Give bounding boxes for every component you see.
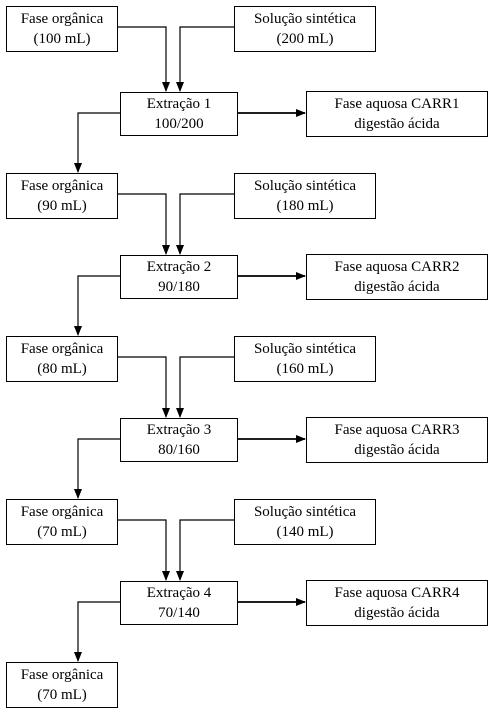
synthetic-solution-box-4 bbox=[234, 499, 376, 545]
aqueous-phase-box-2 bbox=[306, 254, 488, 300]
extraction-2-ratio: 90/180 bbox=[158, 279, 200, 295]
final-organic-phase-name: Fase orgânica bbox=[20, 667, 104, 683]
synthetic-solution-2-name: Solução sintética bbox=[253, 178, 357, 194]
extraction-box-2 bbox=[120, 255, 238, 299]
arrow-organic-to-extraction-1 bbox=[118, 27, 166, 91]
organic-phase-box-3 bbox=[6, 336, 118, 382]
extraction-3-title: Extração 3 bbox=[146, 422, 212, 438]
arrow-organic-to-extraction-4 bbox=[118, 520, 166, 580]
extraction-1-title: Extração 1 bbox=[146, 96, 212, 112]
aqueous-phase-box-1 bbox=[306, 91, 488, 137]
arrow-extraction-to-next-organic-4 bbox=[78, 602, 120, 661]
synthetic-solution-3-volume: (160 mL) bbox=[276, 361, 334, 377]
extraction-box-1 bbox=[120, 92, 238, 136]
arrow-synthetic-to-extraction-1 bbox=[180, 27, 234, 91]
synthetic-solution-1-volume: (200 mL) bbox=[276, 31, 334, 47]
synthetic-solution-2-volume: (180 mL) bbox=[276, 198, 334, 214]
arrow-synthetic-to-extraction-4 bbox=[180, 520, 234, 580]
synthetic-solution-box-1 bbox=[234, 6, 376, 52]
synthetic-solution-1-name: Solução sintética bbox=[253, 11, 357, 27]
final-organic-phase-box bbox=[6, 662, 118, 708]
extraction-3-ratio: 80/160 bbox=[158, 442, 200, 458]
aqueous-phase-2-process: digestão ácida bbox=[354, 279, 440, 295]
aqueous-phase-2-name: Fase aquosa CARR2 bbox=[334, 259, 460, 275]
aqueous-phase-4-process: digestão ácida bbox=[354, 605, 440, 621]
extraction-1-ratio: 100/200 bbox=[154, 116, 204, 132]
organic-phase-2-volume: (90 mL) bbox=[37, 198, 87, 214]
extraction-box-4 bbox=[120, 581, 238, 625]
organic-phase-box-1 bbox=[6, 6, 118, 52]
synthetic-solution-box-3 bbox=[234, 336, 376, 382]
extraction-2-title: Extração 2 bbox=[146, 259, 212, 275]
organic-phase-4-volume: (70 mL) bbox=[37, 524, 87, 540]
arrow-organic-to-extraction-3 bbox=[118, 357, 166, 417]
synthetic-solution-box-2 bbox=[234, 173, 376, 219]
final-organic-phase-volume: (70 mL) bbox=[37, 687, 87, 703]
aqueous-phase-1-name: Fase aquosa CARR1 bbox=[334, 96, 460, 112]
arrow-extraction-to-next-organic-3 bbox=[78, 439, 120, 498]
aqueous-phase-3-name: Fase aquosa CARR3 bbox=[334, 422, 460, 438]
synthetic-solution-4-name: Solução sintética bbox=[253, 504, 357, 520]
arrow-extraction-to-next-organic-1 bbox=[78, 113, 120, 172]
extraction-4-title: Extração 4 bbox=[146, 585, 212, 601]
organic-phase-box-2 bbox=[6, 173, 118, 219]
aqueous-phase-box-3 bbox=[306, 417, 488, 463]
aqueous-phase-3-process: digestão ácida bbox=[354, 442, 440, 458]
synthetic-solution-3-name: Solução sintética bbox=[253, 341, 357, 357]
arrow-organic-to-extraction-2 bbox=[118, 194, 166, 254]
aqueous-phase-1-process: digestão ácida bbox=[354, 116, 440, 132]
arrow-synthetic-to-extraction-2 bbox=[180, 194, 234, 254]
organic-phase-4-name: Fase orgânica bbox=[20, 504, 104, 520]
aqueous-phase-box-4 bbox=[306, 580, 488, 626]
synthetic-solution-4-volume: (140 mL) bbox=[276, 524, 334, 540]
organic-phase-3-name: Fase orgânica bbox=[20, 341, 104, 357]
arrow-extraction-to-next-organic-2 bbox=[78, 276, 120, 335]
extraction-4-ratio: 70/140 bbox=[158, 605, 200, 621]
organic-phase-1-name: Fase orgânica bbox=[20, 11, 104, 27]
extraction-box-3 bbox=[120, 418, 238, 462]
aqueous-phase-4-name: Fase aquosa CARR4 bbox=[334, 585, 460, 601]
organic-phase-3-volume: (80 mL) bbox=[37, 361, 87, 377]
organic-phase-box-4 bbox=[6, 499, 118, 545]
organic-phase-1-volume: (100 mL) bbox=[33, 31, 91, 47]
arrow-synthetic-to-extraction-3 bbox=[180, 357, 234, 417]
organic-phase-2-name: Fase orgânica bbox=[20, 178, 104, 194]
